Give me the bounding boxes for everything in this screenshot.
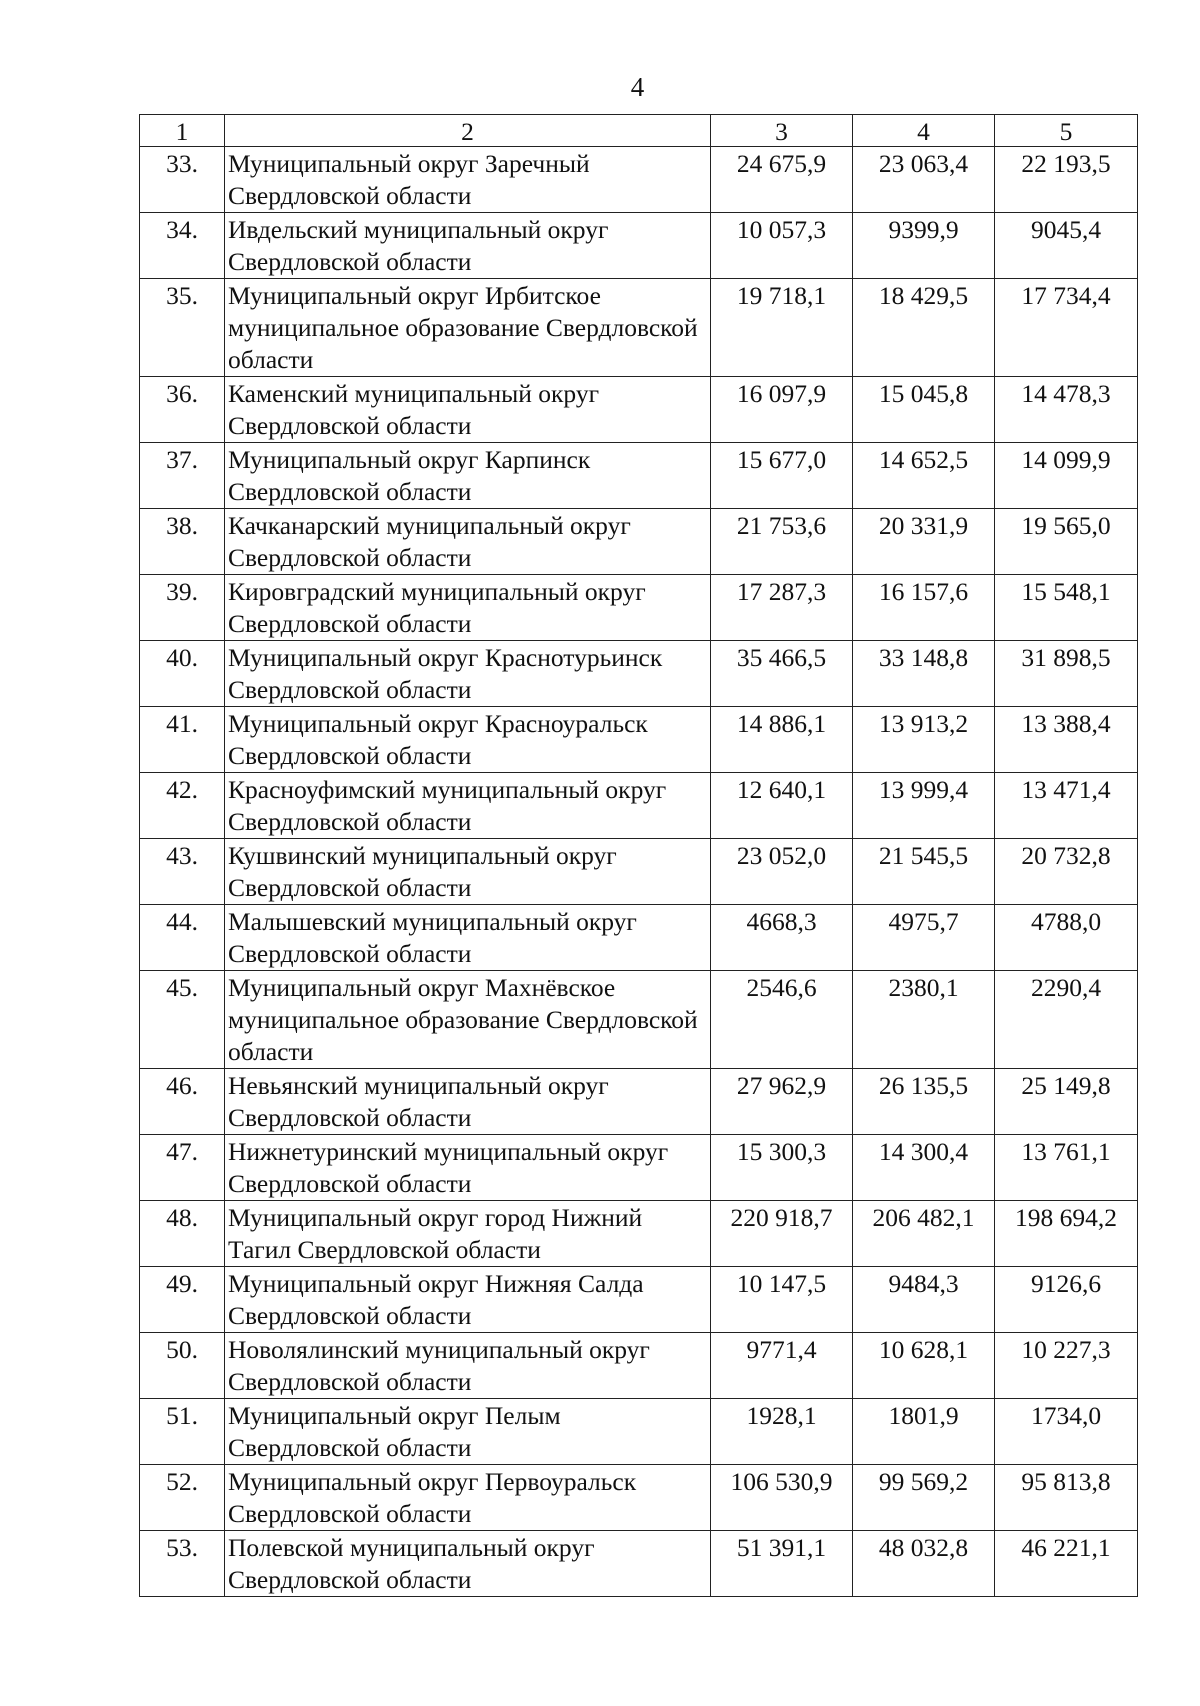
row-number: 49. (140, 1267, 225, 1333)
table-row (140, 1069, 1138, 1135)
municipality-name: Муниципальный округ Карпинск Свердловской области (225, 443, 711, 509)
value-col-5: 22 193,5 (995, 147, 1138, 213)
value-col-5: 13 388,4 (995, 707, 1138, 773)
row-number: 46. (140, 1069, 225, 1135)
value-col-3: 16 097,9 (711, 377, 853, 443)
value-col-4: 15 045,8 (853, 377, 995, 443)
value-col-3: 1928,1 (711, 1399, 853, 1465)
value-col-5: 17 734,4 (995, 279, 1138, 377)
row-number: 33. (140, 147, 225, 213)
value-col-5: 1734,0 (995, 1399, 1138, 1465)
value-col-4: 23 063,4 (853, 147, 995, 213)
value-col-5: 2290,4 (995, 971, 1138, 1069)
municipality-name: Невьянский муниципальный округ Свердловской области (225, 1069, 711, 1135)
value-col-3: 24 675,9 (711, 147, 853, 213)
table-row (140, 839, 1138, 905)
value-col-3: 14 886,1 (711, 707, 853, 773)
row-number: 35. (140, 279, 225, 377)
municipality-name: Муниципальный округ Краснотурьинск Свердловской области (225, 641, 711, 707)
header-row (140, 115, 1138, 147)
row-number: 42. (140, 773, 225, 839)
value-col-3: 9771,4 (711, 1333, 853, 1399)
table-row (140, 707, 1138, 773)
value-col-3: 35 466,5 (711, 641, 853, 707)
row-number: 36. (140, 377, 225, 443)
row-number: 40. (140, 641, 225, 707)
value-col-5: 19 565,0 (995, 509, 1138, 575)
table-row (140, 773, 1138, 839)
value-col-4: 48 032,8 (853, 1531, 995, 1597)
value-col-3: 220 918,7 (711, 1201, 853, 1267)
table-row (140, 1201, 1138, 1267)
value-col-3: 19 718,1 (711, 279, 853, 377)
row-number: 51. (140, 1399, 225, 1465)
municipality-name: Ивдельский муниципальный округ Свердловской области (225, 213, 711, 279)
value-col-5: 198 694,2 (995, 1201, 1138, 1267)
row-number: 37. (140, 443, 225, 509)
municipality-name: Муниципальный округ Первоуральск Свердловской области (225, 1465, 711, 1531)
column-header: 2 (225, 115, 711, 147)
value-col-5: 46 221,1 (995, 1531, 1138, 1597)
table-row (140, 213, 1138, 279)
municipality-name: Муниципальный округ Красноуральск Свердловской области (225, 707, 711, 773)
value-col-3: 51 391,1 (711, 1531, 853, 1597)
value-col-4: 33 148,8 (853, 641, 995, 707)
value-col-4: 4975,7 (853, 905, 995, 971)
municipality-name: Муниципальный округ город Нижний Тагил Свердловской области (225, 1201, 711, 1267)
table-row (140, 1465, 1138, 1531)
municipality-name: Новолялинский муниципальный округ Свердловской области (225, 1333, 711, 1399)
value-col-5: 15 548,1 (995, 575, 1138, 641)
table-row (140, 905, 1138, 971)
value-col-3: 2546,6 (711, 971, 853, 1069)
row-number: 48. (140, 1201, 225, 1267)
value-col-5: 14 478,3 (995, 377, 1138, 443)
municipality-name: Полевской муниципальный округ Свердловской области (225, 1531, 711, 1597)
municipality-name: Муниципальный округ Махнёвское муниципальное образование Свердловской области (225, 971, 711, 1069)
column-header: 4 (853, 115, 995, 147)
value-col-5: 13 471,4 (995, 773, 1138, 839)
row-number: 41. (140, 707, 225, 773)
municipality-name: Муниципальный округ Заречный Свердловской области (225, 147, 711, 213)
value-col-3: 106 530,9 (711, 1465, 853, 1531)
column-header: 5 (995, 115, 1138, 147)
value-col-3: 10 057,3 (711, 213, 853, 279)
column-header: 3 (711, 115, 853, 147)
table-row (140, 641, 1138, 707)
value-col-5: 95 813,8 (995, 1465, 1138, 1531)
value-col-4: 26 135,5 (853, 1069, 995, 1135)
value-col-3: 15 677,0 (711, 443, 853, 509)
table-row (140, 971, 1138, 1069)
value-col-4: 10 628,1 (853, 1333, 995, 1399)
value-col-5: 4788,0 (995, 905, 1138, 971)
value-col-3: 12 640,1 (711, 773, 853, 839)
value-col-4: 13 913,2 (853, 707, 995, 773)
table-row (140, 377, 1138, 443)
page-number: 4 (630, 72, 645, 102)
value-col-4: 13 999,4 (853, 773, 995, 839)
value-col-5: 9045,4 (995, 213, 1138, 279)
municipality-name: Кушвинский муниципальный округ Свердловской области (225, 839, 711, 905)
table-row (140, 509, 1138, 575)
row-number: 43. (140, 839, 225, 905)
municipality-name: Качканарский муниципальный округ Свердловской области (225, 509, 711, 575)
value-col-4: 9399,9 (853, 213, 995, 279)
value-col-5: 13 761,1 (995, 1135, 1138, 1201)
value-col-4: 9484,3 (853, 1267, 995, 1333)
value-col-4: 1801,9 (853, 1399, 995, 1465)
municipality-name: Красноуфимский муниципальный округ Свердловской области (225, 773, 711, 839)
value-col-4: 20 331,9 (853, 509, 995, 575)
value-col-5: 14 099,9 (995, 443, 1138, 509)
table-body (140, 147, 1138, 1597)
row-number: 34. (140, 213, 225, 279)
municipality-name: Каменский муниципальный округ Свердловской области (225, 377, 711, 443)
value-col-4: 18 429,5 (853, 279, 995, 377)
table-row (140, 575, 1138, 641)
row-number: 52. (140, 1465, 225, 1531)
value-col-4: 99 569,2 (853, 1465, 995, 1531)
table-row (140, 443, 1138, 509)
value-col-3: 21 753,6 (711, 509, 853, 575)
value-col-5: 20 732,8 (995, 839, 1138, 905)
value-col-3: 27 962,9 (711, 1069, 853, 1135)
row-number: 45. (140, 971, 225, 1069)
row-number: 50. (140, 1333, 225, 1399)
value-col-4: 16 157,6 (853, 575, 995, 641)
value-col-3: 10 147,5 (711, 1267, 853, 1333)
value-col-3: 15 300,3 (711, 1135, 853, 1201)
value-col-4: 21 545,5 (853, 839, 995, 905)
table-row (140, 147, 1138, 213)
row-number: 47. (140, 1135, 225, 1201)
value-col-4: 206 482,1 (853, 1201, 995, 1267)
municipality-name: Малышевский муниципальный округ Свердловской области (225, 905, 711, 971)
column-header: 1 (140, 115, 225, 147)
value-col-4: 14 300,4 (853, 1135, 995, 1201)
table-row (140, 1399, 1138, 1465)
value-col-5: 31 898,5 (995, 641, 1138, 707)
value-col-5: 25 149,8 (995, 1069, 1138, 1135)
value-col-3: 23 052,0 (711, 839, 853, 905)
municipality-name: Муниципальный округ Нижняя Салда Свердловской области (225, 1267, 711, 1333)
value-col-4: 2380,1 (853, 971, 995, 1069)
budget-table (139, 114, 1138, 1597)
municipality-name: Кировградский муниципальный округ Свердловской области (225, 575, 711, 641)
table-row (140, 1531, 1138, 1597)
value-col-3: 17 287,3 (711, 575, 853, 641)
row-number: 44. (140, 905, 225, 971)
row-number: 39. (140, 575, 225, 641)
value-col-5: 10 227,3 (995, 1333, 1138, 1399)
table-row (140, 1135, 1138, 1201)
table-row (140, 1333, 1138, 1399)
row-number: 38. (140, 509, 225, 575)
value-col-4: 14 652,5 (853, 443, 995, 509)
value-col-5: 9126,6 (995, 1267, 1138, 1333)
municipality-name: Нижнетуринский муниципальный округ Свердловской области (225, 1135, 711, 1201)
table-row (140, 1267, 1138, 1333)
row-number: 53. (140, 1531, 225, 1597)
municipality-name: Муниципальный округ Пелым Свердловской области (225, 1399, 711, 1465)
table-row (140, 279, 1138, 377)
municipality-name: Муниципальный округ Ирбитское муниципальное образование Свердловской области (225, 279, 711, 377)
value-col-3: 4668,3 (711, 905, 853, 971)
